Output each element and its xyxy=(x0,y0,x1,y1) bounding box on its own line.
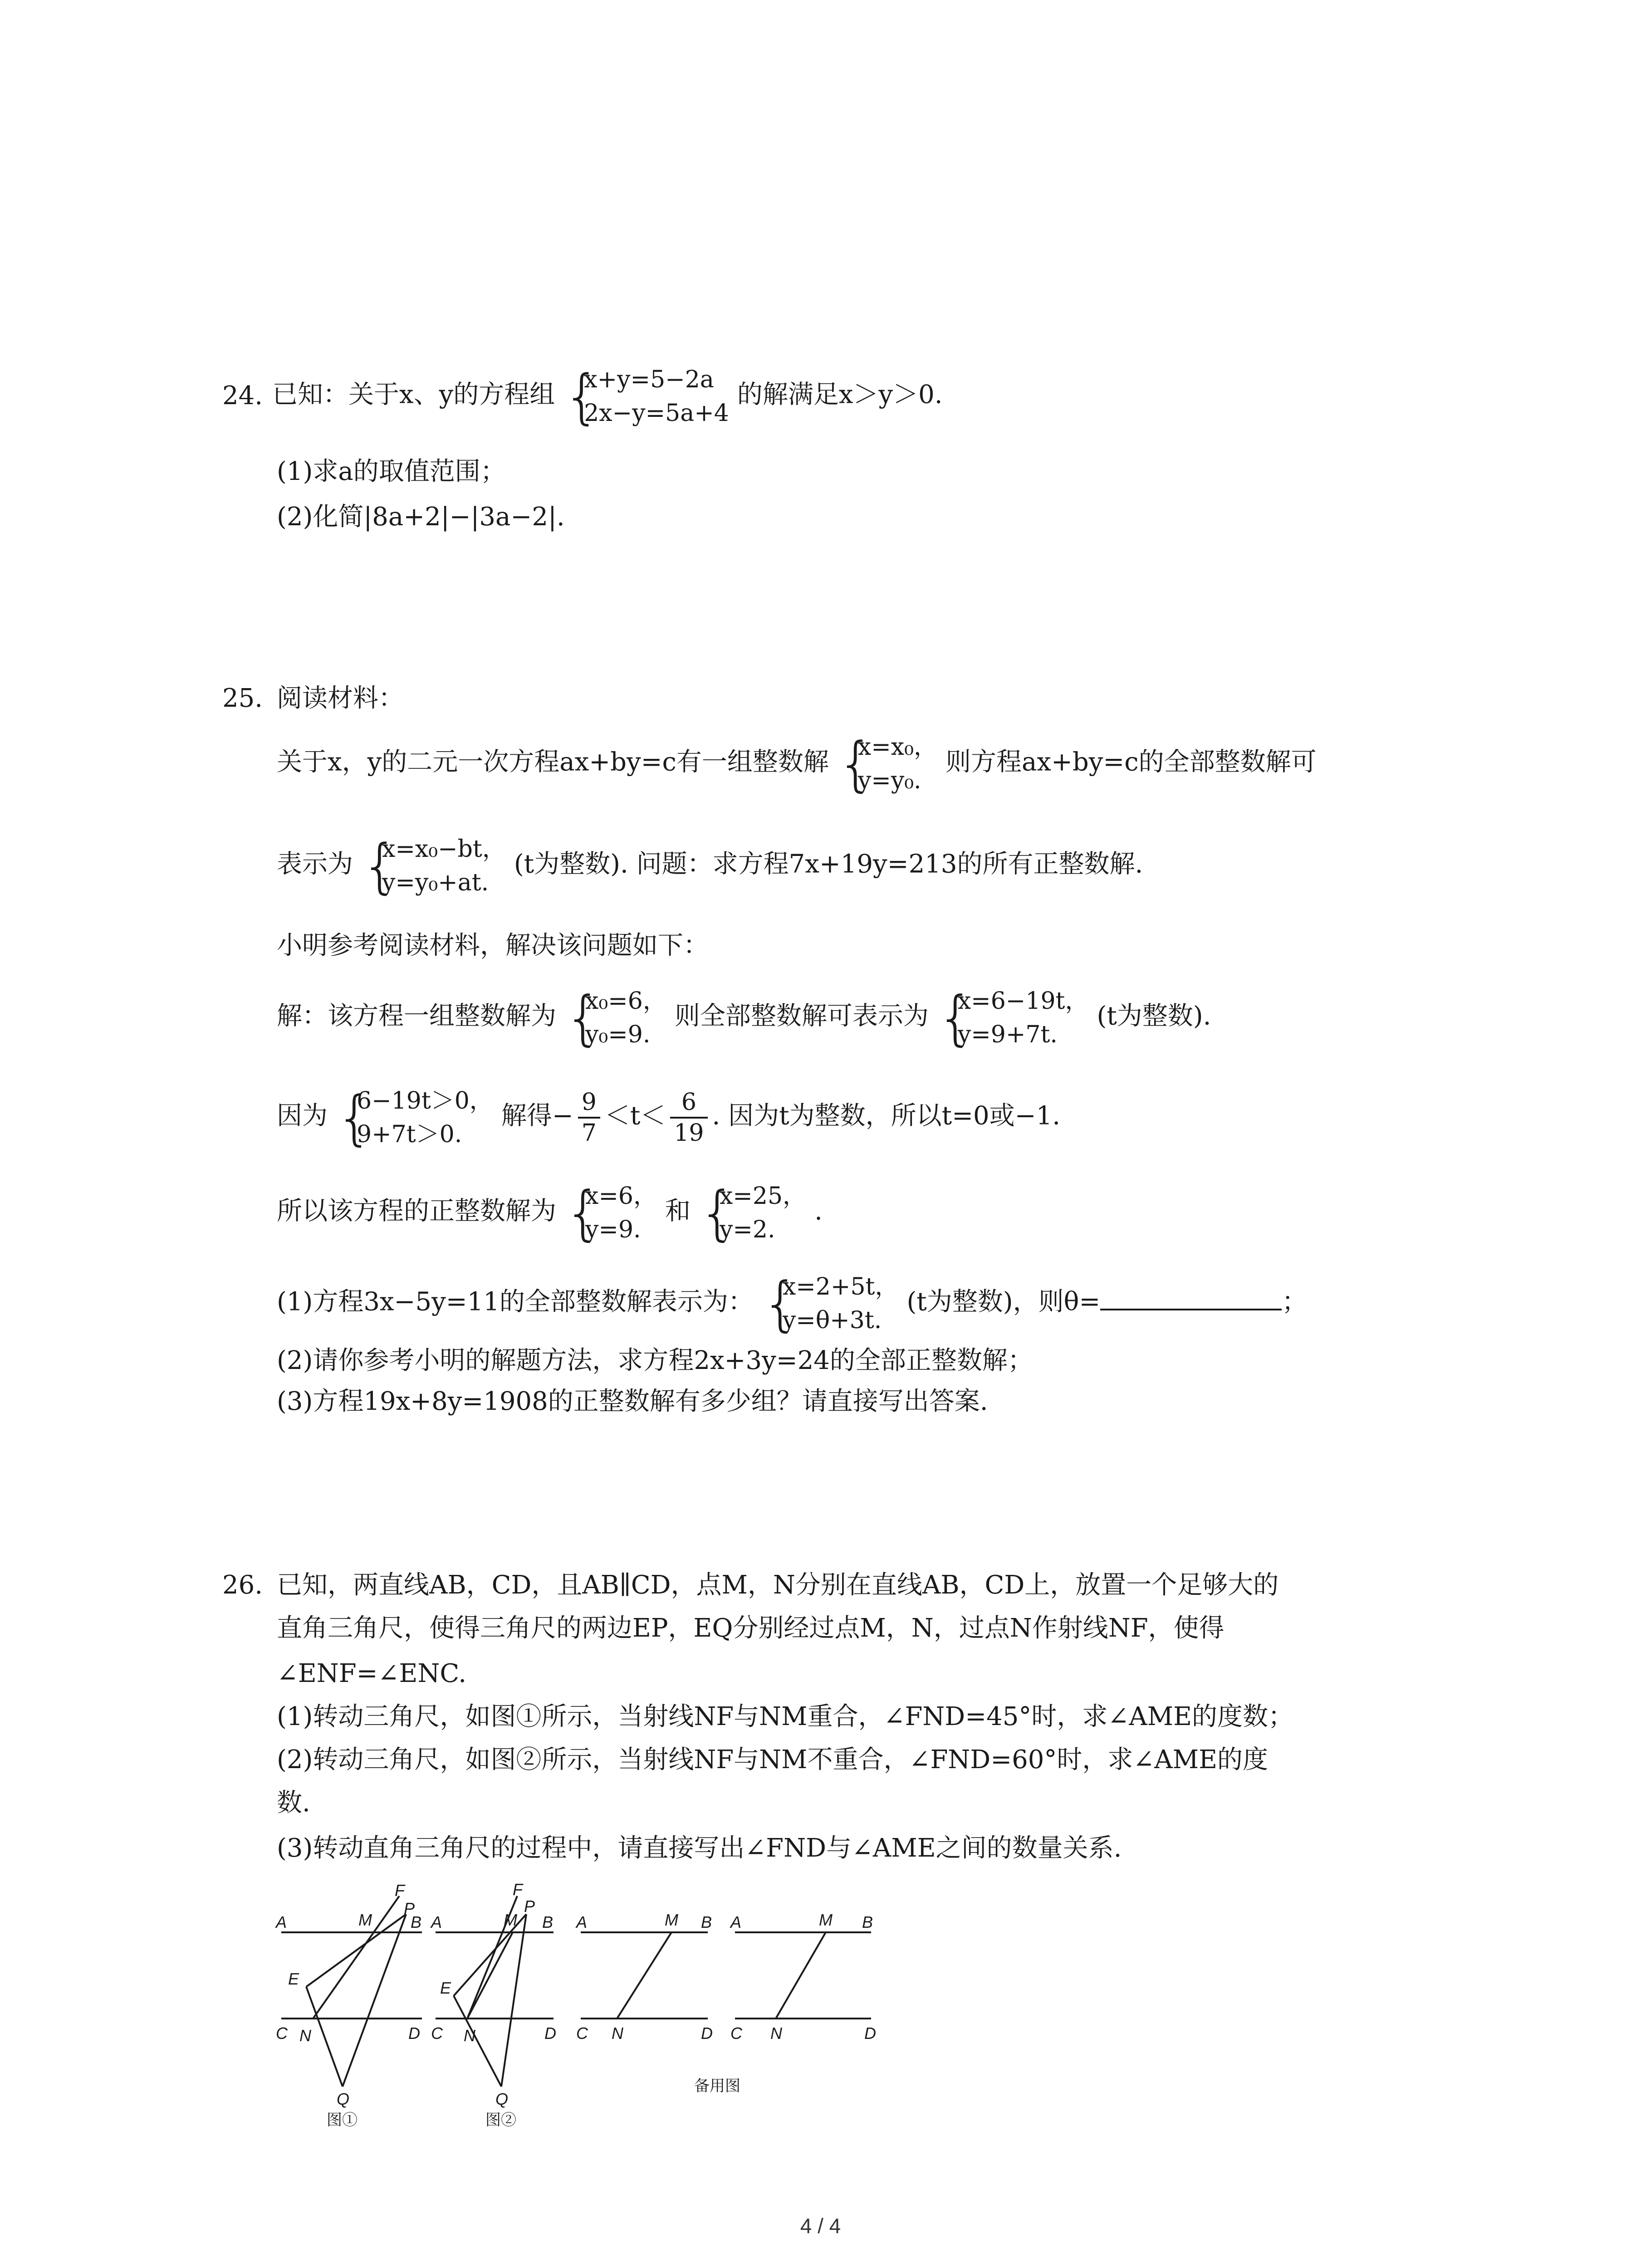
q24-part2: (2)化简|8a+2|−|3a−2|. xyxy=(277,502,565,532)
q25-l1-eq1: x=x₀， xyxy=(857,733,937,761)
q26-figures xyxy=(272,1882,944,2127)
label-m: M xyxy=(665,1911,678,1929)
q25-l5-system xyxy=(336,1084,493,1151)
label-n: N xyxy=(770,2024,782,2043)
q24-eq2: 2x−y=5a+4 xyxy=(584,400,729,427)
label-d: D xyxy=(701,2024,713,2043)
q25-number: 25. xyxy=(222,684,263,713)
brace-icon: { xyxy=(563,362,601,431)
q25-l4-system1 xyxy=(564,984,666,1051)
q26-number: 26. xyxy=(222,1570,263,1600)
label-f: F xyxy=(513,1882,523,1899)
q25-l2-eq1: x=x₀−bt， xyxy=(382,836,506,863)
q25-p1-text: (1)方程3x−5y=11的全部整数解表示为： xyxy=(277,1287,754,1317)
q25-l6-system2 xyxy=(699,1179,806,1246)
q26-part2b: 数. xyxy=(277,1788,310,1818)
ray-nf xyxy=(313,1896,399,2019)
q26-line1: 已知，两直线AB，CD，且AB∥CD，点M，N分别在直线AB，CD上，放置一个足够大的 xyxy=(277,1570,1279,1600)
q25-l1-text-b: 则方程ax+by=c的全部整数解可 xyxy=(945,747,1317,777)
fraction-denominator: 7 xyxy=(581,1119,597,1147)
label-c: C xyxy=(576,2024,588,2043)
q25-l6-eq4: y=2. xyxy=(719,1216,775,1243)
spare-figure-caption: 备用图 xyxy=(694,2077,740,2095)
q25-l5-text-b: 解得− xyxy=(501,1101,573,1131)
segment-mn xyxy=(617,1932,671,2019)
label-d: D xyxy=(544,2024,556,2043)
q25-title: 阅读材料： xyxy=(277,684,404,713)
q25-l5-text-c: ＜t＜ xyxy=(604,1101,666,1131)
q24-number: 24. xyxy=(222,381,263,411)
q25-material-line2 xyxy=(277,832,1143,899)
q25-solution-line1 xyxy=(277,984,1211,1051)
q26-part1: (1)转动三角尺，如图①所示，当射线NF与NM重合，∠FND=45°时，求∠AME的度数； xyxy=(277,1702,1293,1731)
q26-line3: ∠ENF=∠ENC. xyxy=(277,1659,467,1688)
q25-p1-system xyxy=(762,1270,899,1337)
q25-l1-system xyxy=(837,730,937,797)
label-a: A xyxy=(730,1913,742,1931)
q25-l6-eq1: x=6， xyxy=(585,1183,657,1210)
q25-material-line3: 小明参考阅读材料，解决该问题如下： xyxy=(277,931,709,960)
label-b: B xyxy=(701,1913,712,1931)
q24-part1: (1)求a的取值范围； xyxy=(277,457,506,486)
label-n: N xyxy=(464,2026,475,2045)
q26-part2a: (2)转动三角尺，如图②所示，当射线NF与NM不重合，∠FND=60°时，求∠AME的度 xyxy=(277,1745,1268,1774)
figure-3-spare xyxy=(581,1932,708,2019)
brace-icon: { xyxy=(936,983,975,1052)
label-a: A xyxy=(431,1913,442,1931)
label-e: E xyxy=(440,1979,451,1997)
q25-l6-system1 xyxy=(564,1179,657,1246)
q25-l5-text-d: . 因为t为整数，所以t=0或−1. xyxy=(712,1101,1061,1131)
brace-icon: { xyxy=(698,1178,736,1247)
figure-2-caption: 图② xyxy=(485,2112,516,2127)
brace-icon: { xyxy=(837,729,875,798)
label-m: M xyxy=(358,1911,372,1929)
q25-l4-text-c: (t为整数). xyxy=(1097,1001,1211,1031)
label-p: P xyxy=(524,1897,535,1916)
label-m: M xyxy=(819,1911,833,1929)
label-b: B xyxy=(411,1913,422,1931)
q25-l4-eq2: y₀=9. xyxy=(585,1021,651,1048)
fraction-6-19 xyxy=(670,1088,707,1148)
q24-eq1: x+y=5−2a xyxy=(584,366,714,393)
fraction-numerator: 6 xyxy=(670,1088,707,1119)
q25-l2-text-b: (t为整数). 问题：求方程7x+19y=213的所有正整数解. xyxy=(514,849,1143,879)
q25-material-line1 xyxy=(277,730,1317,797)
q25-l5-text: 因为 xyxy=(277,1101,328,1131)
q25-solution-line2 xyxy=(277,1084,1060,1151)
label-c: C xyxy=(431,2024,443,2043)
triangle-hyp xyxy=(501,1914,526,2087)
figure-1 xyxy=(281,1896,422,2087)
segment-nm xyxy=(467,1932,513,2019)
label-b: B xyxy=(542,1913,554,1931)
side-ep xyxy=(306,1914,406,1987)
q25-l2-text: 表示为 xyxy=(277,849,353,879)
q25-part3: (3)方程19x+8y=1908的正整数解有多少组？请直接写出答案. xyxy=(277,1387,988,1416)
side-eq xyxy=(454,1996,501,2087)
label-c: C xyxy=(276,2024,288,2043)
q25-l2-system xyxy=(361,832,506,899)
label-f: F xyxy=(395,1882,405,1900)
label-q: Q xyxy=(495,2090,509,2108)
brace-icon: { xyxy=(564,1178,602,1247)
triangle-hyp xyxy=(343,1914,406,2087)
brace-icon: { xyxy=(564,983,602,1052)
q25-p1-eq2: y=θ+3t. xyxy=(782,1307,882,1334)
q25-l4-text-b: 则全部整数解可表示为 xyxy=(674,1001,929,1031)
label-q: Q xyxy=(337,2090,350,2108)
label-p: P xyxy=(404,1899,415,1918)
q25-l6-period: . xyxy=(814,1196,823,1226)
page-number: 4 / 4 xyxy=(800,2214,841,2238)
label-a: A xyxy=(576,1913,588,1931)
q25-part1 xyxy=(277,1270,1307,1337)
label-m: M xyxy=(504,1911,517,1929)
label-a: A xyxy=(276,1913,287,1931)
q25-l4-eq1: x₀=6， xyxy=(585,987,666,1015)
q24-intro: 已知：关于x、y的方程组 xyxy=(272,380,555,410)
q25-l4-system2 xyxy=(937,984,1089,1051)
figure-2 xyxy=(436,1896,554,2087)
label-e: E xyxy=(288,1970,299,1988)
fraction-numerator: 9 xyxy=(578,1088,600,1119)
q25-l1-eq2: y=y₀. xyxy=(857,767,921,794)
q25-l5-ineq1: 6−19t＞0， xyxy=(357,1087,493,1114)
q25-p1-semicolon: ； xyxy=(1282,1287,1308,1317)
q25-l4-eq3: x=6−19t， xyxy=(957,987,1089,1015)
label-n: N xyxy=(612,2024,623,2043)
q24-system xyxy=(563,363,729,430)
segment-mn xyxy=(776,1932,826,2019)
figures-svg xyxy=(272,1882,944,2127)
brace-icon: { xyxy=(336,1083,373,1152)
q26-part3: (3)转动直角三角尺的过程中，请直接写出∠FND与∠AME之间的数量关系. xyxy=(277,1833,1122,1863)
q25-l5-ineq2: 9+7t＞0. xyxy=(357,1121,462,1148)
q24-stem xyxy=(272,363,943,430)
q25-l6-eq2: y=9. xyxy=(585,1216,641,1243)
label-c: C xyxy=(730,2024,742,2043)
q25-l4-eq4: y=9+7t. xyxy=(957,1021,1058,1048)
q24-condition: 的解满足x＞y＞0. xyxy=(737,380,943,410)
fraction-9-7 xyxy=(578,1088,600,1148)
q25-p1-text-b: (t为整数)，则θ= xyxy=(906,1287,1101,1317)
label-b: B xyxy=(862,1913,873,1931)
label-n: N xyxy=(299,2026,311,2045)
q25-l6-text: 所以该方程的正整数解为 xyxy=(277,1196,556,1226)
q25-p1-eq1: x=2+5t， xyxy=(782,1273,899,1300)
brace-icon: { xyxy=(761,1269,799,1338)
q25-l1-text: 关于x，y的二元一次方程ax+by=c有一组整数解 xyxy=(277,747,829,777)
q25-l4-text: 解：该方程一组整数解为 xyxy=(277,1001,556,1031)
label-d: D xyxy=(864,2024,876,2043)
q25-l2-eq2: y=y₀+at. xyxy=(382,869,489,896)
q25-part2: (2)请你参考小明的解题方法，求方程2x+3y=24的全部正整数解； xyxy=(277,1346,1033,1375)
q26-line2: 直角三角尺，使得三角尺的两边EP，EQ分别经过点M，N，过点N作射线NF，使得 xyxy=(277,1613,1225,1643)
fraction-denominator: 19 xyxy=(674,1119,704,1147)
figure-4-spare xyxy=(735,1932,871,2019)
q25-l6-and: 和 xyxy=(665,1196,691,1226)
q25-l6-eq3: x=25， xyxy=(719,1183,807,1210)
brace-icon: { xyxy=(361,831,399,900)
figure-1-caption: 图① xyxy=(327,2112,358,2127)
q25-solution-line3 xyxy=(277,1179,823,1246)
answer-blank[interactable] xyxy=(1100,1283,1282,1310)
label-d: D xyxy=(408,2024,420,2043)
